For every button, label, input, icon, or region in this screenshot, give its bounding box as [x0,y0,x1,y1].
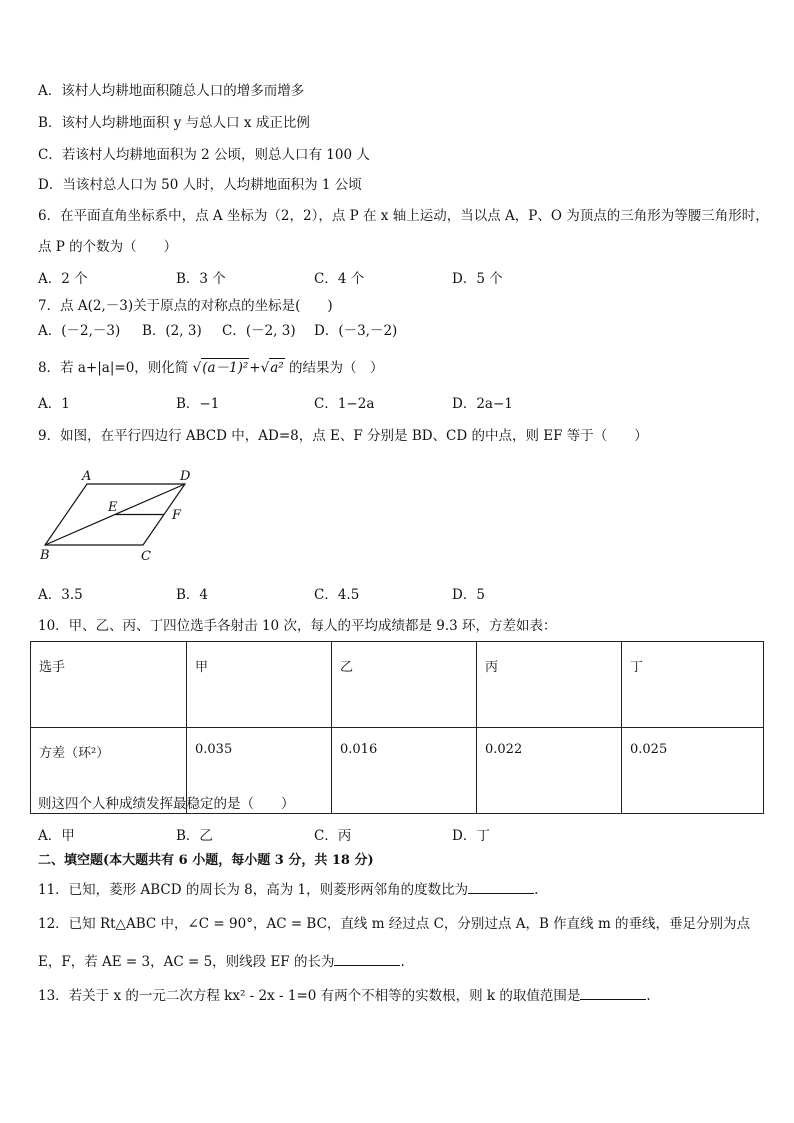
q13-text: 13．若关于 x 的一元二次方程 kx² - 2x - 1=0 有两个不相等的实数根，则 k 的取值范围是 [38,988,581,1004]
q5-option-a: A．该村人均耕地面积随总人口的增多而增多 [38,83,305,99]
table-row [31,642,764,728]
table-cell: 0.025 [622,728,764,814]
q8-radicand-1: (a－1)² [202,360,249,376]
vertex-label-f: F [172,508,182,523]
q7-stem: 7．点 A(2,－3)关于原点的对称点的坐标是( ) [38,298,333,314]
q8-option-a: A．1 [38,396,70,412]
section-heading: 二、填空题(本大题共有 6 小题，每小题 3 分，共 18 分) [38,853,374,868]
sqrt-icon: √ [260,360,270,376]
vertex-label-b: B [40,548,50,563]
table-header-cell: 选手 [31,642,187,728]
q10-option-b: B．乙 [176,828,213,844]
table-header-cell: 丁 [622,642,764,728]
table-header-cell: 甲 [187,642,332,728]
variance-table [30,641,764,814]
q9-option-a: A．3.5 [38,587,83,603]
q6-option-b: B．3 个 [176,271,226,287]
q10-option-d: D．丁 [452,828,490,844]
answer-blank [580,985,646,1000]
q10-after: 则这四个人种成绩发挥最稳定的是（ ） [38,796,295,812]
table-cell: 0.016 [332,728,477,814]
q8-plus: + [249,360,261,376]
q7-option-a: A．(－2,－3) [38,323,121,339]
q11-stem [38,879,538,899]
q12-text: E，F，若 AE = 3，AC = 5，则线段 EF 的长为 [38,954,335,970]
q8-option-d: D．2a−1 [452,396,513,412]
table-cell: 0.022 [477,728,622,814]
vertex-label-a: A [82,469,92,484]
q12-stem-line2 [38,951,405,971]
q8-option-b: B．−1 [176,396,220,412]
q6-stem-line1: 6．在平面直角坐标系中，点 A 坐标为（2，2），点 P 在 x 轴上运动，当以点 A，P、O 为顶点的三角形为等腰三角形时， [38,208,769,224]
table-row-label: 方差（环²） [31,728,187,814]
q9-stem: 9．如图，在平行四边行 ABCD 中，AD=8，点 E、F 分别是 BD、CD 的中点，则 EF 等于（ ） [38,428,648,444]
q9-option-b: B．4 [176,587,209,603]
q6-stem-line2: 点 P 的个数为（ ） [38,239,178,255]
q12-period: . [400,954,405,970]
q10-option-c: C．丙 [314,828,352,844]
sqrt-icon: √ [192,360,202,376]
q7-option-b: B．(2, 3) [142,323,202,339]
q8-option-c: C．1−2a [314,396,375,412]
q12-stem-line1: 12．已知 Rt△ABC 中，∠C = 90°，AC = BC，直线 m 经过点 C，分别过点 A，B 作直线 m 的垂线，垂足分别为点 [38,916,751,932]
q8-suffix: 的结果为（ ） [288,360,384,376]
q10-stem: 10．甲、乙、丙、丁四位选手各射击 10 次，每人的平均成绩都是 9.3 环，方差如表： [38,618,557,634]
q6-option-a: A．2 个 [38,271,88,287]
q11-text: 11．已知，菱形 ABCD 的周长为 8，高为 1，则菱形两邻角的度数比为 [38,882,469,898]
q5-option-b: B．该村人均耕地面积 y 与总人口 x 成正比例 [38,115,310,131]
q6-option-d: D．5 个 [452,271,503,287]
table-header-cell: 乙 [332,642,477,728]
q8-radicand-2: a² [270,360,284,376]
answer-blank [334,951,400,966]
q6-option-c: C．4 个 [314,271,365,287]
vertex-label-e: E [108,500,118,515]
q9-option-d: D．5 [452,587,485,603]
table-cell: 0.035 [187,728,332,814]
q13-period: . [646,988,651,1004]
vertex-label-c: C [141,549,151,564]
table-header-cell: 丙 [477,642,622,728]
q7-option-c: C．(－2, 3) [222,323,296,339]
answer-blank [468,879,534,894]
vertex-label-d: D [180,469,191,484]
q8-stem [38,358,383,377]
q8-prefix: 8．若 a+|a|=0，则化简 [38,360,189,376]
q13-stem [38,985,651,1005]
q9-option-c: C．4.5 [314,587,360,603]
q10-option-a: A．甲 [38,828,75,844]
q7-option-d: D．(－3,－2) [314,323,398,339]
parallelogram-figure [30,463,210,567]
q5-option-c: C．若该村人均耕地面积为 2 公顷，则总人口有 100 人 [38,147,370,163]
q11-period: . [534,882,539,898]
q5-option-d: D．当该村总人口为 50 人时，人均耕地面积为 1 公顷 [38,177,362,193]
